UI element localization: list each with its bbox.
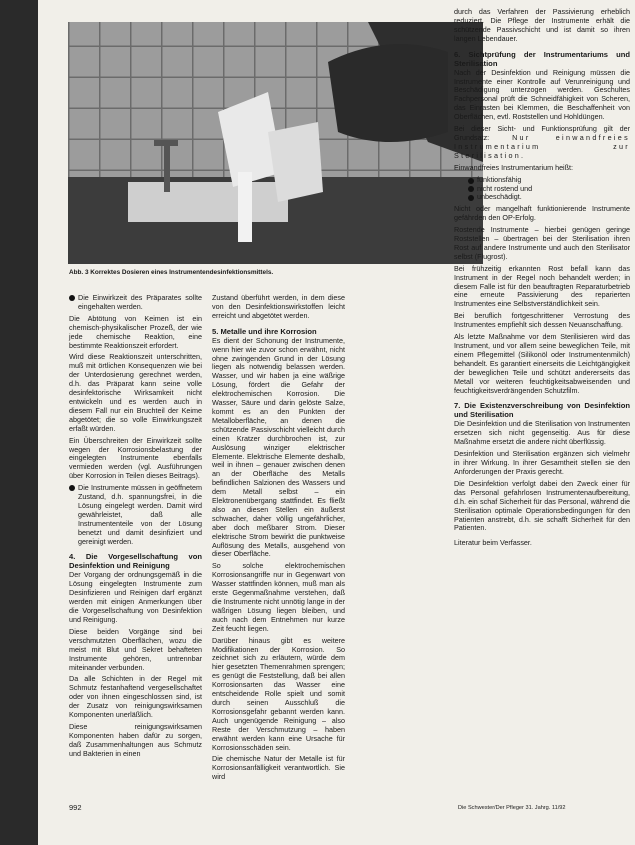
paragraph: Die Desinfektion und die Sterilisation von Instrumenten ersetzen sich nicht gegenseitig. Aus für diese Maßnahme ersetzt die andere nicht überflüssig.: [454, 419, 630, 447]
paragraph: Die Abtötung von Keimen ist ein chemisch-physikalischer Prozeß, der wie jede chemische Reaktion, eine bestimmte Reaktionszeit erfordert.: [69, 313, 202, 350]
list-item: [468, 193, 630, 202]
section-heading: 4. Die Vorgesellschaftung von Desinfektion und Reinigung: [69, 552, 202, 571]
references-note: Literatur beim Verfasser.: [454, 538, 532, 548]
paragraph: Desinfektion und Sterilisation ergänzen sich vielmehr in ihrer Wirkung. In ihrer Gesamtheit stellen sie den Anforderungen der Praxis gerecht.: [454, 449, 630, 476]
bullet-icon: [69, 485, 75, 491]
column-2: [212, 294, 345, 785]
paragraph: Nicht oder mangelhaft funktionierende Instrumente gefährden den OP-Erfolg.: [454, 204, 630, 223]
paragraph: Nach der Desinfektion und Reinigung müssen die Instrumente einer Kontrolle auf Verunreinigung und Beschädigung unterzogen werden. Geschultes Fachpersonal prüft die Schneidfähigkeit von Scheren, das Einrasten bei Klemmen, die Beschaffenheit von Oberflächen, evtl. Roststellen und Hohldüngen.: [454, 67, 630, 122]
paragraph: Wird diese Reaktionszeit unterschritten, muß mit örtlichen Konsequenzen wie bei der Unterdosierung gerechnet werden, d.h. das Präparat kann seine volle desinfektorische Wirksamkeit nicht entwickeln und es werden auch in diesem Fall nur ein Bruchteil der Keime abgetötet; die so volle Einwirkungszeit erfaßt würden.: [69, 352, 202, 433]
list-text: funktionsfähig: [477, 174, 522, 184]
paragraph: [454, 125, 630, 161]
paragraph: Einwandfreies Instrumentarium heißt:: [454, 162, 574, 172]
principle-lead: Bei dieser Sicht- und Funktionsprüfung gilt der Grundsatz:: [454, 124, 630, 142]
journal-footer: Die Schwester/Der Pfleger 31. Jahrg. 11/92: [458, 805, 566, 811]
paragraph: Zustand überführt werden, in dem diese von den Desinfektionswirkstoffen leicht erreicht und abgetötet werden.: [212, 293, 345, 320]
section-heading: 5. Metalle und ihre Korrosion: [212, 326, 317, 336]
column-3: [454, 8, 630, 551]
bullet-icon: [69, 295, 75, 301]
column-1: [69, 294, 202, 762]
paragraph: So solche elektrochemischen Korrosionsangriffe nur in Gegenwart von Wasser stattfinden können, muß man als erste Gegenmaßnahme verstehen, daß die Instrumente nicht unnötig lange in der wäßrigen Lösung liegen bleiben, und auch nach dem Entnehmen nur kurze Zeit feucht liegen.: [212, 561, 345, 633]
bullet-icon: [468, 195, 474, 201]
section-heading: 7. Die Existenzverschreibung von Desinfektion und Sterilisation: [454, 401, 630, 420]
photo-dosing-disinfectant: [68, 22, 483, 264]
paragraph: Da alle Schichten in der Regel mit Schmutz festanhaftend vergesellschaftet oder von ihnen eingeschlossen sind, ist der Zusatz von reinigungswirksamen Komponenten unerläßlich.: [69, 674, 202, 720]
section-heading: 6. Sichtprüfung der Instrumentariums und Sterilisation: [454, 49, 630, 68]
bullet-item: [69, 294, 202, 312]
paragraph: Ein Überschreiten der Einwirkzeit sollte wegen der Korrosionsbelastung der eingelegten Instrumente ebenfalls vermieden werden (vgl. Ausführungen über Korrosion in Teilen dieses Beitrags).: [69, 435, 202, 481]
bullet-text: Die Einwirkzeit des Präparates sollte eingehalten werden.: [78, 293, 202, 311]
photo-illustration: [68, 22, 483, 264]
list-text: nicht rostend und: [477, 183, 533, 193]
paragraph: Bei beruflich fortgeschrittener Verrostung des Instrumentes empfiehlt sich dessen Neuanschaffung.: [454, 311, 630, 330]
paragraph: Der Vorgang der ordnungsgemäß in die Lösung eingelegten Instrumente zum Desinfizieren und Reinigen darf ergänzt werden mit einigen Anmerkungen über die Vorgesellschaftung von Desinfektion und Reinigung.: [69, 570, 202, 624]
paragraph: Die Desinfektion verfolgt dabei den Zweck einer für das Personal gefahrlosen Instrumentenaufbereitung, d.h. ein schaf Sicherheit für das Personal, während die Sterilisation optimale Operationsbedingungen für den Patienten anstrebt, d.h. sie schafft Sicherheit für den Patienten.: [454, 478, 630, 533]
magazine-page: [38, 0, 635, 845]
paragraph: Rostende Instrumente – hierbei genügen geringe Roststellen – übertragen bei der Sterilisation ihren Rost auf andere Instrumente und auch den Sterilisator selbst (Flugrost).: [454, 225, 630, 261]
bullet-text: Die Instrumente müssen in geöffnetem Zustand, d.h. spannungsfrei, in die Lösung eingelegt werden. Damit wird gewährleistet, daß alle Instrumententeile von der Lösung benetzt und damit desinfiziert und gereinigt werden.: [78, 483, 202, 546]
list-text: unbeschädigt.: [477, 192, 522, 202]
paragraph: Als letzte Maßnahme vor dem Sterilisieren wird das Instrument, und vor allem seine beweglichen Teile, mit einem Pflegemittel (Silikonöl oder Instrumentenmilch) behandelt. Es garantiert einerseits die Leichtgängigkeit der beweglichen Teile und schützt andererseits das Metall vor weiteren feuchtigkeitsabweisenden und feuchtigkeitsverdrängenden Schutzfilm.: [454, 332, 630, 395]
bullet-icon: [468, 178, 474, 184]
bullet-item: [69, 484, 202, 546]
paragraph: Bei frühzeitig erkannten Rost befall kann das Instrument in der Regel noch behandelt werden; in diesem Falle ist für den beauftragten Reparaturbetrieb eine erneute Passivierung des reparierten Instrumentes eine Selbstverständlichkeit sein.: [454, 263, 630, 309]
principle-spaced: Nur einwandfreies Instrumentarium zur Sterilisation.: [454, 132, 630, 160]
paragraph: Es dient der Schonung der Instrumente, wenn hier wie zuvor schon erwähnt, nicht ohne zwingenden Grund in der Lösung liegen als notwendig belassen werden. Wasser, und wir haben ja eine wäßrige Lösung, fördert die Gefahr der elektrochemischen Korrosion. Die Wasser, Säure und darin gelöste Salze, kommt es an den Punkten der Metalloberfläche, an denen die schützende Passivschicht vielleicht durch einen Kratzer durchbrochen ist, zur Auslösung winziger elektrischer Elemente. Elektrische Elemente deshalb, weil in ihnen – genauer zwischen denen an der Oberfläche des Metalls befindlichen Salzionen des Wassers und dem Metall selbst – ein Elektronenübergang stattfindet. Es fließt also an diesen Stellen ein äußerst schwacher, daher völlig ungefährlicher, aber doch meßbarer Strom. Dieser elektrische Strom bewirkt die punktweise Auflösung des Metalls, ausgehend von dieser Oberfläche.: [212, 335, 345, 559]
paragraph: Diese reinigungswirksamen Komponenten haben dafür zu sorgen, daß Zusammenhaltungen aus Schmutz und Bakterien in einen: [69, 721, 202, 758]
page-number: 992: [69, 803, 82, 812]
figure-caption: Abb. 3 Korrektes Dosieren eines Instrumentendesinfektionsmittels.: [69, 269, 274, 276]
paragraph: Die chemische Natur der Metalle ist für Korrosionsanfälligkeit verantwortlich. Sie wird: [212, 754, 345, 782]
paragraph: Diese beiden Vorgänge sind bei verschmutzten Oberflächen, wozu die meist mit Blut und Sekret behafteten Instrumente gehören, untrennbar miteinander verbunden.: [69, 626, 202, 672]
bullet-icon: [468, 186, 474, 192]
paragraph: durch das Verfahren der Passivierung erheblich reduziert. Die Pflege der Instrumente erhält die schützende Passivschicht und ist damit so ihren langen Lebendauer.: [454, 7, 630, 43]
paragraph: Darüber hinaus gibt es weitere Modifikationen der Korrosion. So zeichnet sich zu erläutern, würde dem hier gesetzten Themenrahmen sprengen; es genügt die Feststellung, daß bei allen Korrosionsarten das Wasser eine entscheidende Rolle spielt und somit durch seinen Ausschluß die Korrosionsgefahr gebannt werden kann. Auch ungenügende Reinigung – also Reste der Verschmutzung – haben erwähnt werden kann eine Ursache für Korrosionsschäden sein.: [212, 635, 345, 752]
